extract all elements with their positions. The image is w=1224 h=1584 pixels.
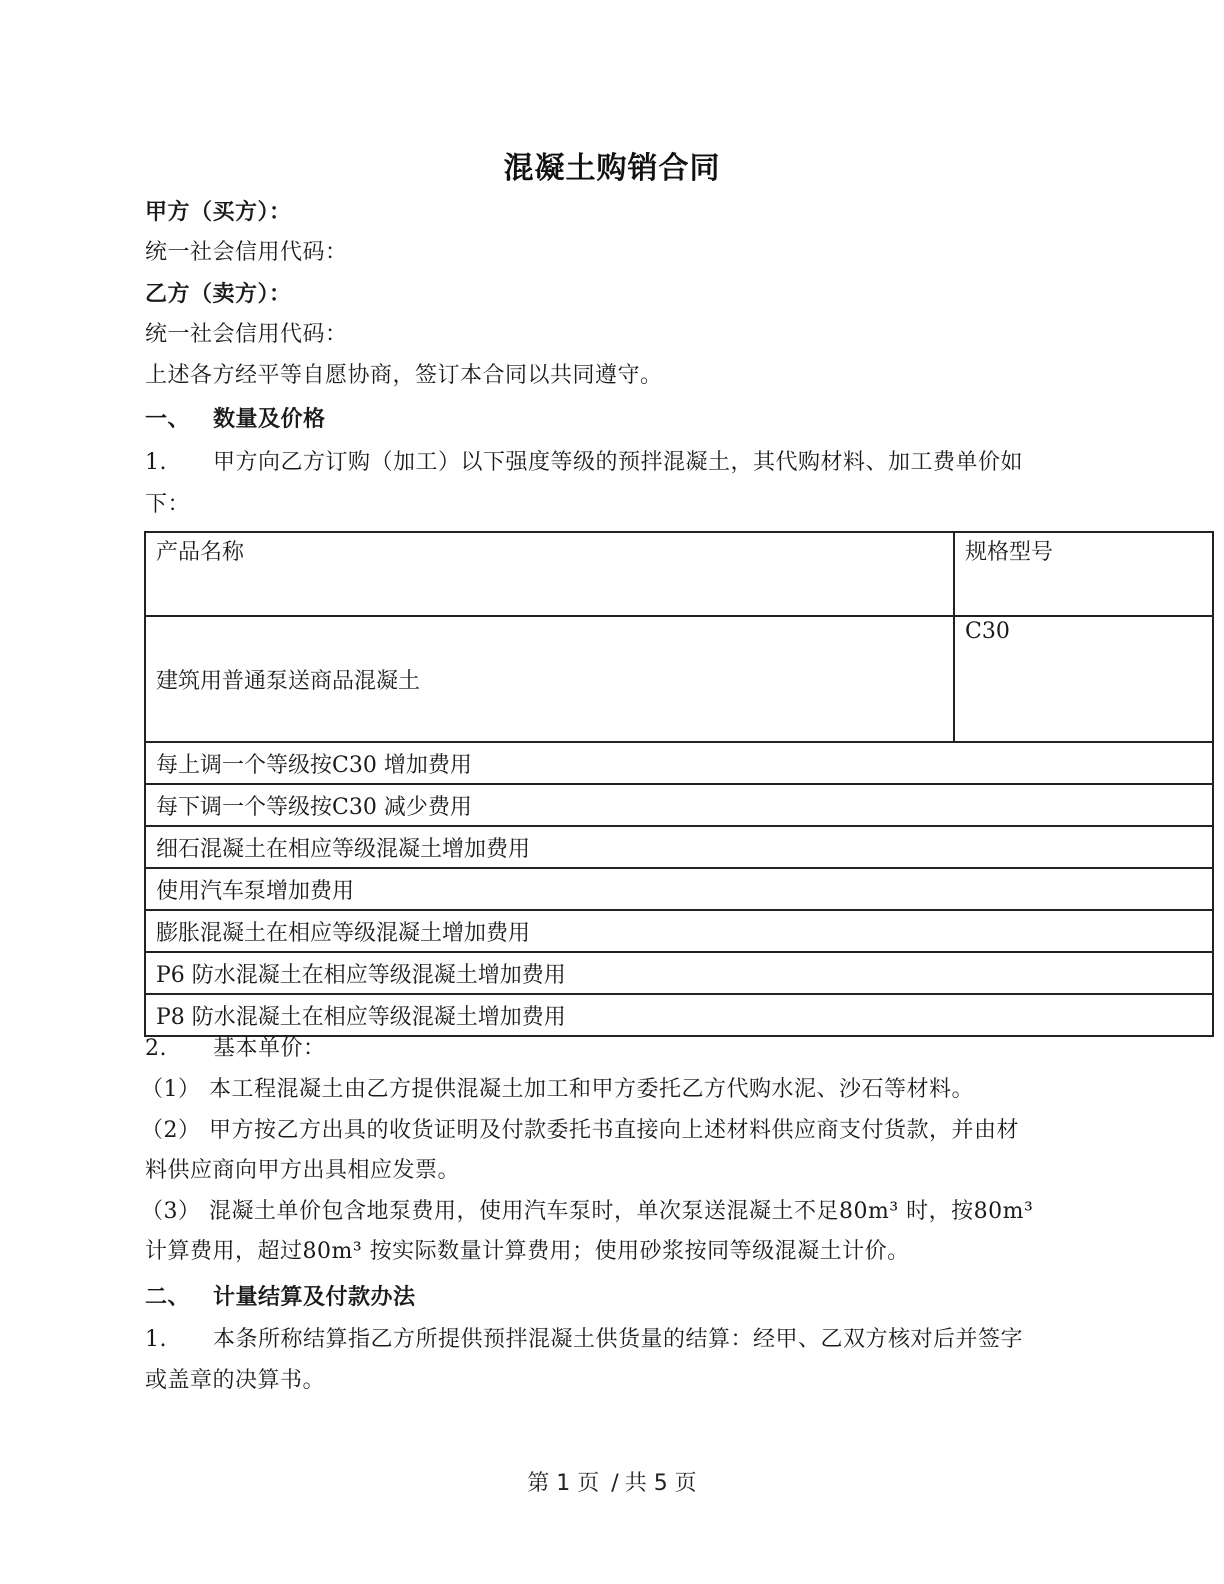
table-row xyxy=(145,952,1213,994)
section-1-number: 一、 xyxy=(145,406,191,432)
fee-row-upgrade: 每上调一个等级按C30 增加费用 xyxy=(145,742,1213,784)
table-row xyxy=(145,910,1213,952)
table-row xyxy=(145,826,1213,868)
table-row xyxy=(145,742,1213,784)
fee-row-p8-waterproof: P8 防水混凝土在相应等级混凝土增加费用 xyxy=(145,994,1213,1036)
item-text: 本条所称结算指乙方所提供预拌混凝土供货量的结算：经甲、乙双方核对后并签字 xyxy=(213,1327,1024,1352)
sub-item-text: 本工程混凝土由乙方提供混凝土加工和甲方委托乙方代购水泥、沙石等材料。 xyxy=(209,1077,975,1102)
item-number: 1. xyxy=(145,450,167,475)
table-header-row xyxy=(145,532,1213,616)
party-b-label: 乙方（卖方）： xyxy=(145,281,292,307)
sub-item-1 xyxy=(141,1075,974,1105)
table-row xyxy=(145,868,1213,910)
party-a-credit-code-label: 统一社会信用代码： xyxy=(145,240,348,265)
party-a-label: 甲方（买方）： xyxy=(145,199,292,225)
product-spec-cell: C30 xyxy=(954,616,1213,742)
sub-item-number: （2） xyxy=(141,1118,201,1143)
sub-item-text: 混凝土单价包含地泵费用，使用汽车泵时，单次泵送混凝土不足80m³ 时，按80m³ xyxy=(209,1199,1034,1224)
section-1-heading xyxy=(145,404,326,435)
preamble-text: 上述各方经平等自愿协商，签订本合同以共同遵守。 xyxy=(145,363,663,388)
table-row xyxy=(145,994,1213,1036)
header-product-name: 产品名称 xyxy=(145,532,954,616)
section-2-heading xyxy=(145,1282,416,1313)
sub-item-3-line2: 计算费用，超过80m³ 按实际数量计算费用；使用砂浆按同等级混凝土计价。 xyxy=(145,1239,910,1264)
page-separator: / xyxy=(611,1471,619,1496)
item-number: 1. xyxy=(145,1327,167,1352)
sub-item-number: （3） xyxy=(141,1199,201,1224)
page-footer xyxy=(0,1466,1224,1497)
product-name-cell: 建筑用普通泵送商品混凝土 xyxy=(145,616,954,742)
section-1-title: 数量及价格 xyxy=(213,406,326,432)
header-spec-model: 规格型号 xyxy=(954,532,1213,616)
item-text: 甲方向乙方订购（加工）以下强度等级的预拌混凝土，其代购材料、加工费单价如 xyxy=(213,450,1024,475)
section-2-item-1-line1 xyxy=(145,1325,1023,1355)
party-b-credit-code-label: 统一社会信用代码： xyxy=(145,322,348,347)
table-row-product xyxy=(145,616,1213,742)
sub-item-number: （1） xyxy=(141,1077,201,1102)
page-total: 共 5 页 xyxy=(624,1471,697,1496)
document-title: 混凝土购销合同 xyxy=(503,151,721,186)
section-1-item-2 xyxy=(145,1034,326,1064)
section-1-item-1-line2: 下： xyxy=(145,492,191,517)
table-row xyxy=(145,784,1213,826)
section-2-item-1-line2: 或盖章的决算书。 xyxy=(145,1368,326,1393)
sub-item-2-line1 xyxy=(141,1116,1019,1146)
item-text: 基本单价： xyxy=(213,1036,326,1061)
fee-row-fine-aggregate: 细石混凝土在相应等级混凝土增加费用 xyxy=(145,826,1213,868)
section-2-title: 计量结算及付款办法 xyxy=(213,1284,416,1310)
fee-row-expansive: 膨胀混凝土在相应等级混凝土增加费用 xyxy=(145,910,1213,952)
sub-item-2-line2: 料供应商向甲方出具相应发票。 xyxy=(145,1158,461,1183)
sub-item-text: 甲方按乙方出具的收货证明及付款委托书直接向上述材料供应商支付货款，并由材 xyxy=(209,1118,1020,1143)
section-2-number: 二、 xyxy=(145,1284,191,1310)
fee-row-p6-waterproof: P6 防水混凝土在相应等级混凝土增加费用 xyxy=(145,952,1213,994)
section-1-item-1-line1 xyxy=(145,448,1023,478)
item-number: 2. xyxy=(145,1036,167,1061)
fee-row-truck-pump: 使用汽车泵增加费用 xyxy=(145,868,1213,910)
fee-row-downgrade: 每下调一个等级按C30 减少费用 xyxy=(145,784,1213,826)
sub-item-3-line1 xyxy=(141,1197,1033,1227)
page-current: 第 1 页 xyxy=(527,1471,600,1496)
price-table xyxy=(144,531,1214,1037)
